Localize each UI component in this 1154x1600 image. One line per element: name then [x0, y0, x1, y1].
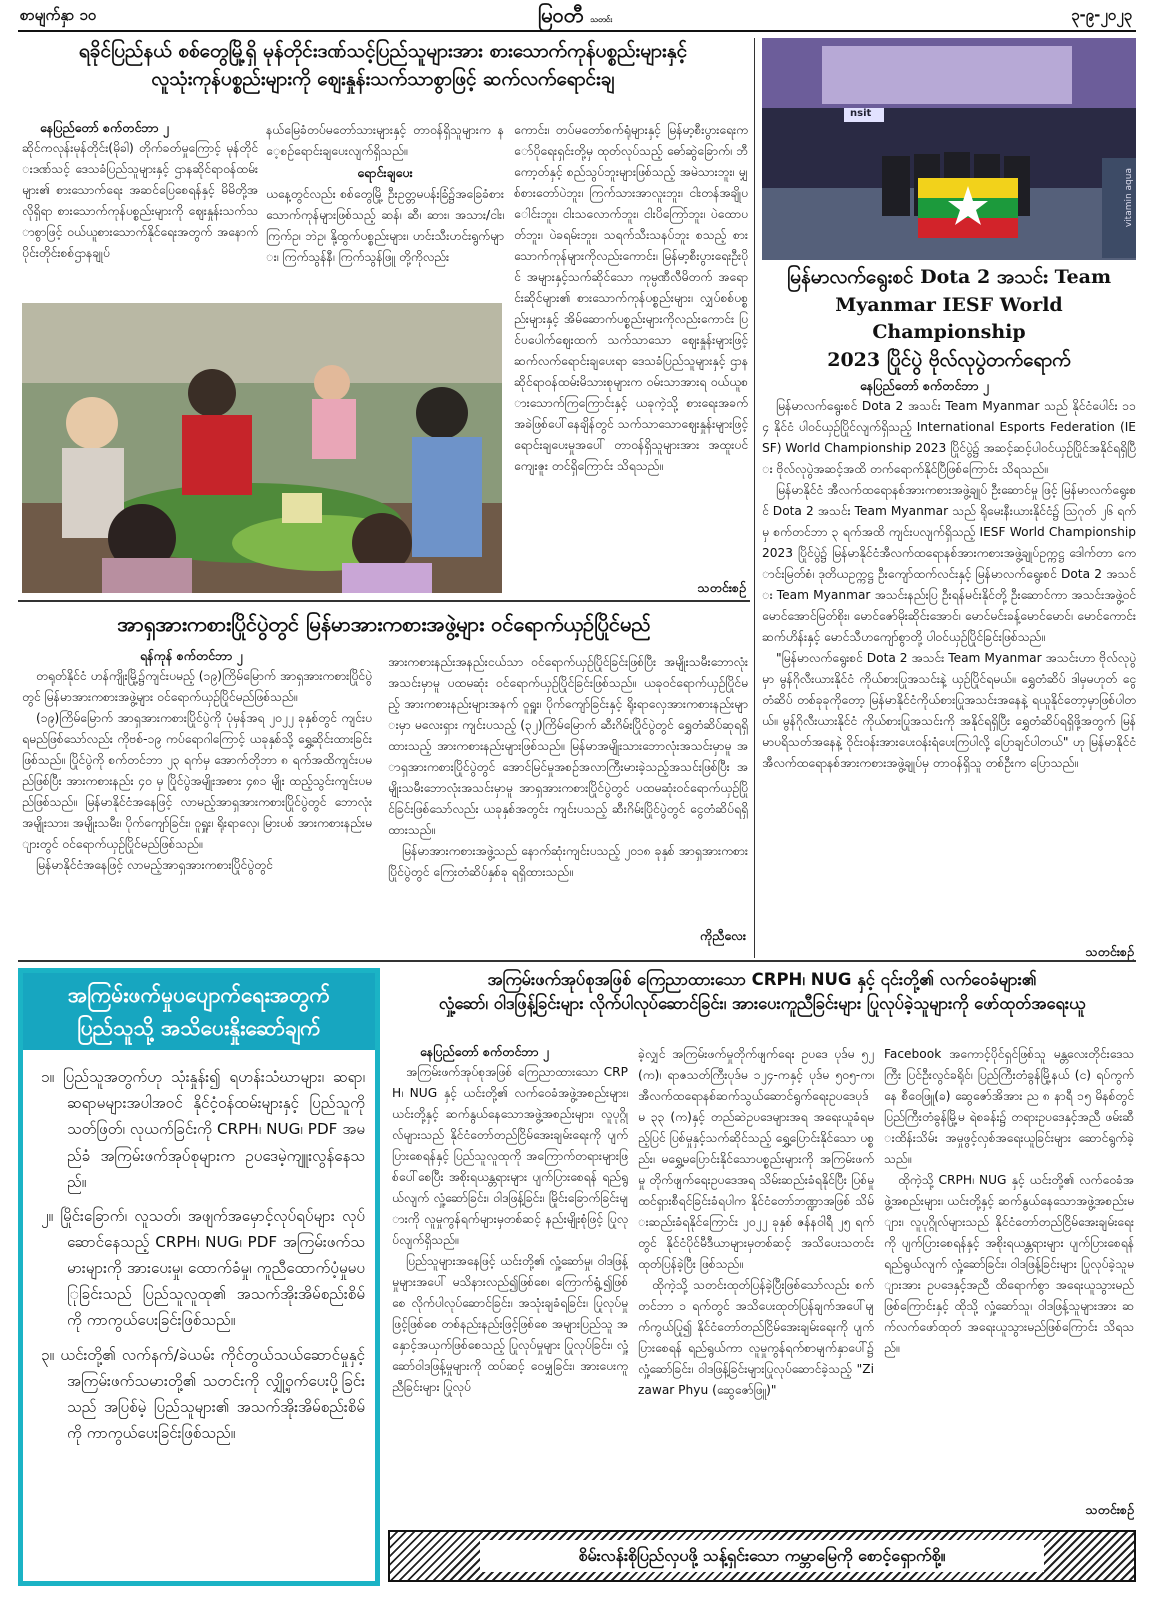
market-photo	[22, 303, 502, 593]
side-sign-text: vitamin aqua	[1124, 168, 1134, 228]
article3-para3: မြန်မာနိုင်ငံအနေဖြင့် လာမည့်အာရှအားကစားပြိုင်ပွဲတွင်	[36, 857, 273, 872]
article4-col1	[392, 1062, 628, 1522]
article4-credit: သတင်းစဉ်	[1085, 1502, 1134, 1517]
article1-headline	[18, 38, 748, 93]
article1-col2	[266, 120, 504, 300]
announcement-item-3: ၃။ ယင်းတို့၏ လက်နက်/ခဲယမ်း ကိုင်တွယ်သယ်ဆောင်မှုနှင့် အကြမ်းဖက်သမားတို့၏ သတင်းကို လျှို့ဝှက်ပေးပို့ခြင်းသည် အပြစ်မဲ့ ပြည်သူများ၏ အသက်အိုးအိမ်စည်းစိမ်ကို ကာကွယ်ပေးခြင်းဖြစ်သည်။	[41, 1345, 365, 1442]
footer-slogan: စိမ်းလန်းစိုပြည်လှပဖို့ သန့်ရှင်းသော ကမ္ဘာမြေကို စောင့်ရှောက်စို့။	[480, 1540, 1044, 1572]
article4-para2: ပြည်သူများအနေဖြင့် ယင်းတို့၏ လှုံ့ဆော်မှု၊ ဝါဒဖြန့်မှုများအပေါ် မသိနားလည်၍ဖြစ်စေ၊ ကြောက်ရွံ့၍ဖြစ်စေ လိုက်ပါလုပ်ဆောင်ခြင်း၊ အသုံးချခံရခြင်း၊ ပြုလုပ်မှုဖြင့်ဖြစ်စေ တစ်နည်းနည်းဖြင့်ဖြစ်စေ အများပြည်သူ အနှောင့်အယှက်ဖြစ်စေသည့် ပြုလုပ်မှုများ ပြုလုပ်ခြင်း၊ လှုံ့ဆော်ဝါဒဖြန့်မှုများကို ထပ်ဆင့် ဝေမျှခြင်း၊ အားပေးကူညီခြင်းများ ပြုလုပ်	[392, 1253, 628, 1394]
article2-headline-line1: မြန်မာလက်ရွေးစင် Dota 2 အသင်း Team	[786, 266, 1112, 288]
page-number: စာမျက်နှာ ၁၀	[20, 6, 97, 24]
article1-credit: သတင်းစဉ်	[697, 580, 746, 595]
article1-byline: နေပြည်တော် စက်တင်ဘာ ၂	[40, 120, 170, 135]
article2-headline-line2: Myanmar IESF World Championship	[835, 293, 1063, 344]
article3-headline: အာရှအားကစားပြိုင်ပွဲတွင် မြန်မာအားကစားအဖွဲ့များ ဝင်ရောက်ယှဉ်ပြိုင်မည်	[117, 612, 651, 636]
article1-headline-line2: လူသုံးကုန်ပစ္စည်းများကို ဈေးနှုန်းသက်သာစွာဖြင့် ဆက်လက်ရောင်းချ	[151, 67, 615, 90]
article4-col3	[884, 1044, 1134, 1500]
article1-headline-line1: ရခိုင်ပြည်နယ် စစ်တွေမြို့ရှိ မုန်တိုင်းဒဏ်သင့်ပြည်သူများအား စားသောက်ကုန်ပစ္စည်းများနှင့်	[78, 40, 688, 62]
article1-col3: ကောင်း၊ တပ်မတော်စက်ရုံများနှင့် မြန်မာ့စီးပွားရေးကော်ပိုရေးရှင်းတို့မှ ထုတ်လုပ်သည့် ဓော်ဆွဲခြောက်၊ ဘီကော့တ်နှင့် စည်သွပ်ဘူးများဖြစ်သည့် အမဲသားဘူး၊ မျှစ်စားတော်ပဲဘူး၊ ကြက်သားအာလူးဘူး၊ ငါးတန်အချိုပေါင်းဘူး၊ ငါးသလောက်ဘူး၊ ငါးပိကြော်ဘူး၊ ပဲထောပတ်ဘူး၊ ပဲခရမ်းဘူး၊ သရက်သီးသနပ်ဘူး စသည့် စားသောက်ကုန်များကိုလည်းကောင်း၊ မြန်မာ့စီးပွားရေးဦးပိုင် အများနှင့်သက်ဆိုင်သော ကုမ္ပဏီလီမိတက် အရောင်းဆိုင်များ၏ စားသောက်ကုန်ပစ္စည်းများ၊ လျှပ်စစ်ပစ္စည်းများနှင့် အိမ်ဆောက်ပစ္စည်းများကိုလည်းကောင်း ပြင်ပပေါက်ဈေးထက် သက်သာသော ဈေးနှုန်းများဖြင့် ဆက်လက်ရောင်းချပေးရာ ဒေသခံပြည်သူများနှင့် ဌာနဆိုင်ရာဝန်ထမ်းမိသားစုများက ဝမ်းသာအားရ ဝယ်ယူစားသောက်ကြကြောင်းနှင့် ယခုကဲ့သို့ စားရေးအခက်အခဲဖြစ်ပေါ်နေချိန်တွင် သက်သာသောဈေးနှုန်းများဖြင့် ရောင်းချပေးမှုအပေါ် တာဝန်ရှိသူများအား အထူးပင်ကျေးဇူး တင်ရှိကြောင်း သိရသည်။	[514, 123, 748, 473]
article2-para3: "မြန်မာလက်ရွေးစင် Dota 2 အသင်း Team Myanmar အသင်းဟာ ဗိုလ်လုပွဲမှာ မွန်ဂိုလီးယားနိုင်ငံ ကိုယ်စားပြုအသင်းနဲ့ ယှဉ်ပြိုင်ရမယ်။ ရွှေတံဆိပ် ဒါမှမဟုတ် ငွေတံဆိပ် တစ်ခုခုကိုတော့ မြန်မာနိုင်ငံကိုယ်စားပြုအသင်းအနေနဲ့ ရယူနိုင်တော့မှာဖြစ်ပါတယ်။ မွန်ဂိုလီးယားနိုင်ငံ ကိုယ်စားပြုအသင်းကို အနိုင်ရရှိပြီး ရွှေတံဆိပ်ရရှိဖို့အတွက် မြန်မာပရိသတ်အနေနဲ့ ဝိုင်းဝန်းအားပေးဝန်းရံပေးကြပါလို့ ပြောချင်ပါတယ်" ဟု မြန်မာနိုင်ငံအီလက်ထရောနစ်အားကစားအဖွဲ့ချုပ်မှ တာဝန်ရှိသူ တစ်ဦးက ပြောသည်။	[762, 650, 1136, 770]
article4-col2	[638, 1044, 874, 1522]
article1-col2b-text: ယနေ့တွင်လည်း စစ်တွေမြို့ ဦးဥတ္တမပန်းခြံ၌အခြေခံစားသောက်ကုန်များဖြစ်သည့် ဆန်၊ ဆီ၊ ဆား၊ အသား/ငါး၊ ကြက်ဥ၊ ဘဲဥ၊ နို့ထွက်ပစ္စည်းများ၊ ဟင်းသီးဟင်းရွက်များ၊ ကြက်သွန်နီ၊ ကြက်သွန်ဖြူ တို့ကိုလည်း	[266, 187, 504, 265]
banner-text: nsit	[850, 108, 872, 119]
article4-headline-line2: လှုံ့ဆော်၊ ဝါဒဖြန့်ခြင်းများ လိုက်ပါလုပ်ဆောင်ခြင်း၊ အားပေးကူညီခြင်းများ ပြုလုပ်ခဲ့သူများကို ဖော်ထုတ်အရေးယူ	[438, 993, 1086, 1013]
article2-credit: သတင်းစဉ်	[1085, 944, 1134, 959]
announcement-title-line2: ပြည်သူသို့ အသိပေးနှိုးဆော်ချက်	[77, 1015, 321, 1040]
bottom-section-rule	[18, 960, 1136, 962]
esports-team-photo	[762, 38, 1136, 260]
article2-headline-line3: 2023 ပြိုင်ပွဲ ဗိုလ်လုပွဲတက်ရောက်	[827, 348, 1071, 371]
announcement-title-line1: အကြမ်းဖက်မှုပပျောက်ရေးအတွက်	[67, 983, 331, 1007]
article3-byline: ရန်ကုန် စက်တင်ဘာ ၂	[140, 648, 243, 663]
logo-subtext: သတင်း	[590, 14, 613, 24]
announcement-box	[18, 968, 380, 1586]
article2-byline: နေပြည်တော် စက်တင်ဘာ ၂	[860, 378, 990, 393]
article4-byline: နေပြည်တော် စက်တင်ဘာ ၂	[420, 1044, 550, 1059]
masthead-rule	[18, 30, 1136, 32]
logo-text: မြဝတီ	[537, 3, 584, 27]
article3-para4: အားကစားနည်းအနည်းငယ်သာ ဝင်ရောက်ယှဉ်ပြိုင်ခြင်းဖြစ်ပြီး အမျိုးသမီးဘောလုံးအသင်းမှာမူ ပထမဆုံး ဝင်ရောက်ယှဉ်ပြိုင်ခြင်းဖြစ်သည်။ ယခုဝင်ရောက်ယှဉ်ပြိုင်မည့် အားကစားနည်းများအနက် ဝူရှူး၊ ပိုက်ကျော်ခြင်းနှင့် ရိုးရာလှေအားကစားနည်းများမှာ မလေးရှား ကျင်းပသည့် (၃၂)ကြိမ်မြောက် ဆီးဂိမ်းပြိုင်ပွဲတွင် ရွှေတံဆိပ်ဆုရရှိထားသည့် အားကစားနည်းများဖြစ်သည်။ မြန်မာအမျိုးသားဘောလုံးအသင်းမှာမူ အာရှအားကစားပြိုင်ပွဲတွင် အောင်မြင်မှုအစဉ်အလာကြီးမားခဲ့သည့်အသင်းဖြစ်ပြီး အမျိုးသမီးဘောလုံးအသင်းမှာမူ အာရှအားကစားပြိုင်ပွဲတွင် ပထမဆုံးဝင်ရောက်ယှဉ်ပြိုင်ခြင်းဖြစ်သော်လည်း ယခုနှစ်အတွင်း ကျင်းပသည့် ဆီးဂိမ်းပြိုင်ပွဲတွင် ငွေတံဆိပ်ရရှိထားသည်။	[388, 655, 748, 837]
article1-col2-text: နယ်မြေခံတပ်မတော်သားများနှင့် တာဝန်ရှိသူများက နေ့စဉ်ရောင်းချပေးလျက်ရှိသည်။	[266, 123, 504, 158]
article2-para1: မြန်မာလက်ရွေးစင် Dota 2 အသင်း Team Myanmar သည် နိုင်ငံပေါင်း ၁၁၄ နိုင်ငံ ပါဝင်ယှဉ်ပြိုင်လျက်ရှိသည့် International Esports Federation (IESF) World Championship 2023 ပြိုင်ပွဲ၌ အဆင့်ဆင့်ပါဝင်ယှဉ်ပြိုင်အနိုင်ရရှိပြီး ဗိုလ်လုပွဲအဆင့်အထိ တက်ရောက်နိုင်ပြီဖြစ်ကြောင်း သိရသည်။	[762, 399, 1136, 476]
article4-para1: အကြမ်းဖက်အုပ်စုအဖြစ် ကြေညာထားသော CRPH၊ NUG နှင့် ယင်းတို့၏ လက်ဝေခံအဖွဲ့အစည်းများ၊ ယင်းတို့နှင့် ဆက်နွယ်နေသောအဖွဲ့အစည်းများ၊ လူပုဂ္ဂိုလ်များသည် နိုင်ငံတော်တည်ငြိမ်အေးချမ်းရေးကို ပျက်ပြားစေရန်နှင့် ပြည်သူလူထုကို အကြောက်တရားများဖြစ်ပေါ်စေပြီး အစိုးရယန္တရားများ ပျက်ပြားစေရန် ရည်ရွယ်လျက် လှုံ့ဆော်ခြင်း၊ ဝါဒဖြန့်ခြင်း၊ မြိုင်းခြောက်ခြင်းများကို လူမှုကွန်ရက်များမှတစ်ဆင့် နည်းမျိုးစုံဖြင့် ပြုလုပ်လျက်ရှိသည်။	[392, 1065, 628, 1247]
article3-para1: တရုတ်နိုင်ငံ ဟန်ကျိုးမြို့၌ကျင်းပမည့် (၁၉)ကြိမ်မြောက် အာရှအားကစားပြိုင်ပွဲတွင် မြန်မာအားကစားအဖွဲ့များ ဝင်ရောက်ယှဉ်ပြိုင်မည်ဖြစ်သည်။	[22, 669, 372, 704]
footer-slogan-band	[388, 1530, 1136, 1582]
article3-para5: မြန်မာအားကစားအဖွဲ့သည် နောက်ဆုံးကျင်းပသည့် ၂၀၁၈ ခုနှစ် အာရှအားကစားပြိုင်ပွဲတွင် ကြေးတံဆိပ်နှစ်ခု ရရှိထားသည်။	[388, 843, 748, 879]
article3-top-rule	[18, 600, 750, 602]
announcement-title	[23, 973, 375, 1050]
article4-para4: ထိုကဲ့သို့ သတင်းထုတ်ပြန်ခဲ့ပြီးဖြစ်သော်လည်း စက်တင်ဘာ ၁ ရက်တွင် အသိပေးထုတ်ပြန်ချက်အပေါ်မျက်ကွယ်ပြု၍ နိုင်ငံတော်တည်ငြိမ်အေးချမ်းရေးကို ပျက်ပြားစေရန် ရည်ရွယ်ကာ လူမှုကွန်ရက်စာမျက်နှာပေါ်၌ လှုံ့ဆော်ခြင်း၊ ဝါဒဖြန့်ခြင်းများပြုလုပ်ဆောင်ခဲ့သည့် "Zizawar Phyu (ဆွေဇော်ဖြူ)"	[638, 1277, 874, 1397]
announcement-list	[23, 1050, 375, 1564]
article2-body	[762, 396, 1136, 944]
article1-subhead: ရောင်းချပေး	[357, 164, 413, 180]
article3-col1	[22, 666, 372, 956]
article1-col1: ဆိုင်ကလုန်းမုန်တိုင်း(မိုခါ) တိုက်ခတ်မှုကြောင့် မုန်တိုင်းဒဏ်သင့် ဒေသခံပြည်သူများနှင့် ဌာနဆိုင်ရာဝန်ထမ်းများ၏ စားသောက်ရေး အဆင်ပြေစေရန်နှင့် မိမိတို့အလိုရှိရာ စားသောက်ကုန်ပစ္စည်းများကို ဈေးနှုန်းသက်သာစွာဖြင့် ဝယ်ယူစားသောက်နိုင်ရေးအတွက် အနောက်ပိုင်းတိုင်းစစ်ဌာနချုပ်	[22, 141, 258, 260]
article3-credit: ကိုညီလေး	[700, 928, 746, 943]
article2-para2: မြန်မာနိုင်ငံ အီလက်ထရောနစ်အားကစားအဖွဲ့ချုပ် ဦးဆောင်မှု ဖြင့် မြန်မာလက်ရွေးစင် Dota 2 အသင်း Team Myanmar သည် ရိုမေးနီးယားနိုင်ငံ၌ ဩဂုတ် ၂၆ ရက်မှ စက်တင်ဘာ ၃ ရက်အထိ ကျင်းပလျက်ရှိသည့် IESF World Championship 2023 ပြိုင်ပွဲ၌ မြန်မာနိုင်ငံအီလက်ထရောနစ်အားကစားအဖွဲ့ချုပ်ဥက္ကဋ္ဌ ဒေါက်တာ ကောင်းမြတ်စံ၊ ဒုတိယဥက္ကဋ္ဌ ဦးကျော်ထက်လင်းနှင့် မြန်မာလက်ရွေးစင် Dota 2 အသင်း Team Myanmar အသင်းနည်းပြ ဦးရန်မင်းနိုင်တို့ ဦးဆောင်ကာ အသင်းအဖွဲ့ဝင် မောင်အောင်မြတ်စိုး၊ မောင်ဇော်မိုးဆိုင်းအောင်၊ မောင်မင်းခန့်မောင်မောင်၊ မောင်ကောင်းဆက်ဟိန်းနှင့် မောင်သီဟကျော်စွာတို့ ပါဝင်ယှဉ်ပြိုင်ခြင်းဖြစ်သည်။	[762, 482, 1136, 644]
article4-headline-line1: အကြမ်းဖက်အုပ်စုအဖြစ် ကြေညာထားသော CRPH၊ NUG နှင့် ၎င်းတို့၏ လက်ဝေခံများ၏	[487, 970, 1037, 989]
article2-headline	[762, 264, 1136, 374]
announcement-item-2: ၂။ မြိုင်းခြောက်၊ လူသတ်၊ အဖျက်အမှောင့်လုပ်ရပ်များ လုပ်ဆောင်နေသည့် CRPH၊ NUG၊ PDF အကြမ်းဖက်သမားများကို အားပေးမှု၊ ထောက်ခံမှု၊ ကူညီထောက်ပံ့မှုမပြုခြင်းသည် ပြည်သူလူထု၏ အသက်အိုးအိမ်စည်းစိမ်ကို ကာကွယ်ပေးခြင်းဖြစ်သည်။	[41, 1206, 365, 1330]
issue-date: ၃-၉-၂၀၂၃	[1071, 6, 1132, 24]
esports-photo-illustration	[762, 38, 1136, 260]
column-divider	[754, 38, 755, 958]
article3-para2: (၁၉)ကြိမ်မြောက် အာရှအားကစားပြိုင်ပွဲကို ပုံမှန်အရ ၂၀၂၂ ခုနှစ်တွင် ကျင်းပရမည်ဖြစ်သော်လည်း ကိုဗစ်-၁၉ ကပ်ရောဂါကြောင့် ယခုနှစ်သို့ ရွှေ့ဆိုင်းထားခြင်းဖြစ်သည်။ ပြိုင်ပွဲကို စက်တင်ဘာ ၂၃ ရက်မှ အောက်တိုဘာ ၈ ရက်အထိကျင်းပမည်ဖြစ်ပြီး အားကစားနည်း ၄၀ မှ ပြိုင်ပွဲအမျိုးအစား ၄၈၁ မျိုး ထည့်သွင်းကျင်းပမည်ဖြစ်သည်။ မြန်မာနိုင်ငံအနေဖြင့် လာမည့်အာရှအားကစားပြိုင်ပွဲတွင် ဘောလုံး အမျိုးသား၊ အမျိုးသမီး၊ ပိုက်ကျော်ခြင်း၊ ဝူရှူး၊ ရိုးရာလှေ၊ မြားပစ် အားကစားနည်းများတွင် ဝင်ရောက်ယှဉ်ပြိုင်မည်ဖြစ်သည်။	[22, 710, 372, 851]
article4-headline	[388, 968, 1136, 1016]
article4-para3: ခဲ့လျှင် အကြမ်းဖက်မှုတိုက်ဖျက်ရေး ဥပဒေ ပုဒ်မ ၅၂(က)၊ ရာဇသတ်ကြီးပုဒ်မ ၁၂၄-ကနှင့် ပုဒ်မ ၅၀၅-က၊ အီလက်ထရောနစ်ဆက်သွယ်ဆောင်ရွက်ရေးဥပဒေပုဒ်မ ၃၃ (က)နှင့် တည်ဆဲဥပဒေများအရ အရေးယူခံရမည့်ပြင် ပြစ်မှုနှင့်သက်ဆိုင်သည့် ရွှေ့ပြောင်းနိုင်သော ပစ္စည်း၊ မရွှေ့မပြောင်းနိုင်သောပစ္စည်းများကို အကြမ်းဖက်မှု တိုက်ဖျက်ရေးဥပဒေအရ သိမ်းဆည်းခံရနိုင်ပြီး ပြစ်မှုထင်ရှားစီရင်ခြင်းခံရပါက နိုင်ငံတော်ဘဏ္ဍာအဖြစ် သိမ်းဆည်းခံရနိုင်ကြောင်း ၂၀၂၂ ခုနှစ် ဇန်နဝါရီ ၂၅ ရက်တွင် နိုင်ငံပိုင်မီဒီယာများမှတစ်ဆင့် အသိပေးသတင်းထုတ်ပြန်ခဲ့ပြီး ဖြစ်သည်။	[638, 1047, 874, 1271]
article4-para5: Facebook အကောင့်ပိုင်ရှင်ဖြစ်သူ မန္တလေးတိုင်းဒေသကြီး ပြင်ဦးလွင်ခရိုင်၊ ပြည်ကြီးတံခွန်မြို့နယ် (င) ရပ်ကွက်နေ စီဝေဖြူ(ခ) ဆွေဇော်အိအား ည ၈ နာရီ ၁၅ မိနစ်တွင် ပြည်ကြီးတံခွန်မြို့မ ရဲစခန်း၌ တရားဥပဒေနှင့်အညီ ဖမ်းဆီးထိန်းသိမ်း အမှုဖွင့်လှစ်အရေးယူခြင်းများ ဆောင်ရွက်ခဲ့သည်။	[884, 1047, 1134, 1166]
market-photo-illustration	[22, 303, 502, 593]
newspaper-logo	[500, 0, 650, 30]
article4-para6: ထိုကဲ့သို့ CRPH၊ NUG နှင့် ယင်းတို့၏ လက်ဝေခံအဖွဲ့အစည်းများ၊ ယင်းတို့နှင့် ဆက်နွယ်နေသောအဖွဲ့အစည်းများ၊ လူပုဂ္ဂိုလ်များသည် နိုင်ငံတော်တည်ငြိမ်အေးချမ်းရေးကို ပျက်ပြားစေရန်နှင့် အစိုးရယန္တရားများ ပျက်ပြားစေရန် ရည်ရွယ်လျက် လှုံ့ဆော်ခြင်း၊ ဝါဒဖြန့်ခြင်းများ ပြုလုပ်ခဲ့သူများအား ဥပဒေနှင့်အညီ ထိရောက်စွာ အရေးယူသွားမည်ဖြစ်ကြောင်းနှင့် ထိုသို့ လှုံ့ဆော်သူ၊ ဝါဒဖြန့်သူများအား ဆက်လက်ဖော်ထုတ် အရေးယူသွားမည်ဖြစ်ကြောင်း သိရသည်။	[884, 1172, 1134, 1355]
article3-col2	[388, 652, 748, 928]
announcement-item-1: ၁။ ပြည်သူအတွက်ဟု သုံးနှုန်း၍ ရဟန်းသံဃာများ၊ ဆရာ၊ ဆရာမများအပါအဝင် နိုင်ငံ့ဝန်ထမ်းများနှင့် ပြည်သူကိုသတ်ဖြတ်၊ လုယက်ခြင်းကို CRPH၊ NUG၊ PDF အမည်ခံ အကြမ်းဖက်အုပ်စုများက ဥပဒေမဲ့ကျူးလွန်နေသည်။	[41, 1068, 365, 1191]
